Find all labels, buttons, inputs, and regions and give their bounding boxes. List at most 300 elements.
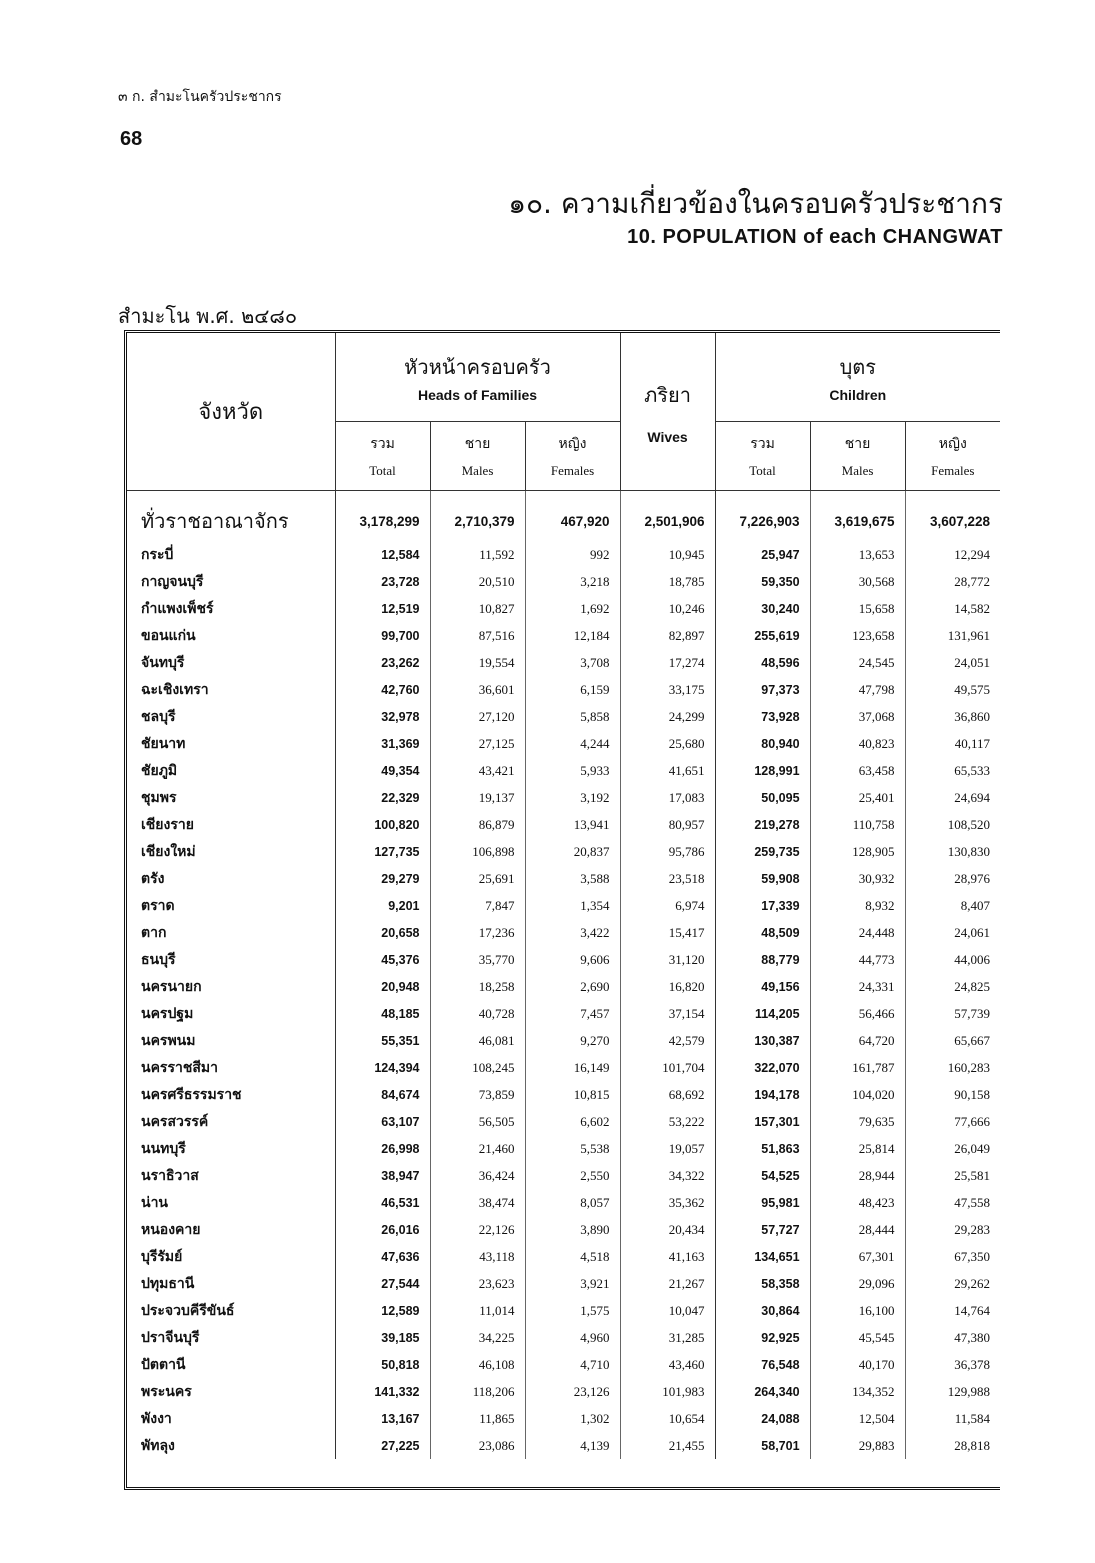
sub-thai-label: ชาย bbox=[464, 436, 491, 452]
heads-males-cell: 118,206 bbox=[430, 1378, 525, 1405]
table-row bbox=[127, 973, 1000, 1000]
table-row bbox=[127, 703, 1000, 730]
total-heads-females: 467,920 bbox=[525, 491, 620, 542]
children-males-cell: 56,466 bbox=[810, 1000, 905, 1027]
heads-females-cell: 4,960 bbox=[525, 1324, 620, 1351]
wives-cell: 10,945 bbox=[620, 541, 715, 568]
heads-females-cell: 5,858 bbox=[525, 703, 620, 730]
heads-eng-label: Heads of Families bbox=[417, 387, 538, 403]
heads-females-cell: 3,588 bbox=[525, 865, 620, 892]
wives-cell: 31,285 bbox=[620, 1324, 715, 1351]
heads-total-cell: 49,354 bbox=[381, 763, 420, 778]
table-row bbox=[127, 919, 1000, 946]
heads-females-cell: 5,538 bbox=[525, 1135, 620, 1162]
wives-cell: 34,322 bbox=[620, 1162, 715, 1189]
children-total-cell: 30,864 bbox=[761, 1303, 800, 1318]
heads-males-cell: 11,592 bbox=[430, 541, 525, 568]
wives-cell: 101,704 bbox=[620, 1054, 715, 1081]
heads-females-header bbox=[525, 422, 620, 491]
children-females-cell: 25,581 bbox=[905, 1162, 1000, 1189]
heads-males-cell: 87,516 bbox=[430, 622, 525, 649]
heads-males-cell: 22,126 bbox=[430, 1216, 525, 1243]
heads-males-cell: 27,125 bbox=[430, 730, 525, 757]
children-males-cell: 30,932 bbox=[810, 865, 905, 892]
wives-cell: 10,047 bbox=[620, 1297, 715, 1324]
heads-total-cell: 100,820 bbox=[374, 817, 420, 832]
table-row bbox=[127, 730, 1000, 757]
children-total-cell: 219,278 bbox=[754, 817, 800, 832]
heads-females-cell: 9,606 bbox=[525, 946, 620, 973]
children-total-cell: 17,339 bbox=[761, 898, 800, 913]
changwat-name: หนองคาย bbox=[127, 1216, 335, 1243]
changwat-name: นราธิวาส bbox=[127, 1162, 335, 1189]
changwat-name: จันทบุรี bbox=[127, 649, 335, 676]
wives-cell: 21,267 bbox=[620, 1270, 715, 1297]
heads-males-cell: 34,225 bbox=[430, 1324, 525, 1351]
heads-females-cell: 16,149 bbox=[525, 1054, 620, 1081]
heads-males-cell: 10,827 bbox=[430, 595, 525, 622]
children-total-cell: 51,863 bbox=[761, 1141, 800, 1156]
wives-cell: 95,786 bbox=[620, 838, 715, 865]
changwat-name: ประจวบคีรีขันธ์ bbox=[127, 1297, 335, 1324]
wives-cell: 16,820 bbox=[620, 973, 715, 1000]
heads-total-cell: 23,728 bbox=[381, 574, 420, 589]
running-head: ๓ ก. สำมะโนครัวประชากร bbox=[118, 89, 282, 105]
sub-eng-label: Females bbox=[550, 463, 595, 478]
wives-thai-label: ภริยา bbox=[644, 382, 691, 407]
heads-total-header bbox=[335, 422, 430, 491]
table-row bbox=[127, 1378, 1000, 1405]
total-row-label: ทั่วราชอาณาจักร bbox=[127, 491, 335, 542]
sub-eng-label: Total bbox=[749, 463, 776, 478]
table-row bbox=[127, 1162, 1000, 1189]
changwat-name: ตรัง bbox=[127, 865, 335, 892]
heads-males-cell: 17,236 bbox=[430, 919, 525, 946]
table-row bbox=[127, 1432, 1000, 1459]
heads-total-cell: 26,016 bbox=[381, 1222, 420, 1237]
heads-total-cell: 63,107 bbox=[381, 1114, 420, 1129]
children-total-cell: 48,509 bbox=[761, 925, 800, 940]
heads-males-cell: 43,118 bbox=[430, 1243, 525, 1270]
changwat-name: ตราด bbox=[127, 892, 335, 919]
heads-males-cell: 56,505 bbox=[430, 1108, 525, 1135]
changwat-name: กาญจนบุรี bbox=[127, 568, 335, 595]
children-females-cell: 26,049 bbox=[905, 1135, 1000, 1162]
children-females-cell: 47,558 bbox=[905, 1189, 1000, 1216]
changwat-name: นครสวรรค์ bbox=[127, 1108, 335, 1135]
heads-of-families-header bbox=[335, 333, 620, 422]
wives-cell: 68,692 bbox=[620, 1081, 715, 1108]
heads-females-cell: 4,518 bbox=[525, 1243, 620, 1270]
changwat-name: ปัตตานี bbox=[127, 1351, 335, 1378]
total-children-males: 3,619,675 bbox=[810, 491, 905, 542]
table-row bbox=[127, 1351, 1000, 1378]
wives-cell: 10,654 bbox=[620, 1405, 715, 1432]
table-row bbox=[127, 1108, 1000, 1135]
table-row bbox=[127, 1081, 1000, 1108]
children-males-cell: 37,068 bbox=[810, 703, 905, 730]
table-row bbox=[127, 1135, 1000, 1162]
heads-total-cell: 38,947 bbox=[381, 1168, 420, 1183]
table-row bbox=[127, 1189, 1000, 1216]
heads-females-cell: 10,815 bbox=[525, 1081, 620, 1108]
table-row bbox=[127, 811, 1000, 838]
children-total-cell: 97,373 bbox=[761, 682, 800, 697]
children-males-cell: 16,100 bbox=[810, 1297, 905, 1324]
children-total-cell: 48,596 bbox=[761, 655, 800, 670]
changwat-name: น่าน bbox=[127, 1189, 335, 1216]
changwat-name: ชลบุรี bbox=[127, 703, 335, 730]
title-thai: ๑๐. ความเกี่ยวข้องในครอบครัวประชากร bbox=[508, 187, 1003, 220]
table-row bbox=[127, 892, 1000, 919]
heads-total-cell: 39,185 bbox=[381, 1330, 420, 1345]
children-total-cell: 114,205 bbox=[755, 1006, 800, 1021]
wives-cell: 19,057 bbox=[620, 1135, 715, 1162]
children-total-cell: 25,947 bbox=[761, 547, 800, 562]
sub-thai-label: ชาย bbox=[844, 436, 871, 452]
heads-total-cell: 42,760 bbox=[381, 682, 420, 697]
children-females-cell: 14,582 bbox=[905, 595, 1000, 622]
table-row bbox=[127, 838, 1000, 865]
children-males-cell: 28,444 bbox=[810, 1216, 905, 1243]
heads-total-cell: 20,948 bbox=[381, 979, 420, 994]
children-females-cell: 131,961 bbox=[905, 622, 1000, 649]
wives-cell: 20,434 bbox=[620, 1216, 715, 1243]
changwat-name: ปราจีนบุรี bbox=[127, 1324, 335, 1351]
children-total-cell: 157,301 bbox=[754, 1114, 800, 1129]
heads-females-cell: 1,692 bbox=[525, 595, 620, 622]
heads-females-cell: 6,602 bbox=[525, 1108, 620, 1135]
table-row bbox=[127, 784, 1000, 811]
heads-females-cell: 1,575 bbox=[525, 1297, 620, 1324]
census-subtitle: สำมะโน พ.ศ. ๒๔๘๐ bbox=[118, 304, 298, 328]
children-males-cell: 15,658 bbox=[810, 595, 905, 622]
heads-males-cell: 11,865 bbox=[430, 1405, 525, 1432]
heads-males-cell: 73,859 bbox=[430, 1081, 525, 1108]
heads-total-cell: 32,978 bbox=[381, 709, 420, 724]
children-males-cell: 45,545 bbox=[810, 1324, 905, 1351]
children-total-cell: 58,701 bbox=[761, 1438, 800, 1453]
changwat-name: ชัยภูมิ bbox=[127, 757, 335, 784]
table-row bbox=[127, 946, 1000, 973]
children-females-cell: 8,407 bbox=[905, 892, 1000, 919]
wives-cell: 17,083 bbox=[620, 784, 715, 811]
changwat-name: ขอนแก่น bbox=[127, 622, 335, 649]
children-males-cell: 67,301 bbox=[810, 1243, 905, 1270]
wives-cell: 43,460 bbox=[620, 1351, 715, 1378]
wives-cell: 21,455 bbox=[620, 1432, 715, 1459]
heads-females-cell: 3,708 bbox=[525, 649, 620, 676]
children-females-cell: 129,988 bbox=[905, 1378, 1000, 1405]
children-total-header bbox=[715, 422, 810, 491]
children-females-cell: 24,825 bbox=[905, 973, 1000, 1000]
children-females-cell: 44,006 bbox=[905, 946, 1000, 973]
heads-total-cell: 13,167 bbox=[381, 1411, 420, 1426]
table-row bbox=[127, 1216, 1000, 1243]
children-females-cell: 28,976 bbox=[905, 865, 1000, 892]
children-females-cell: 160,283 bbox=[905, 1054, 1000, 1081]
heads-total-cell: 84,674 bbox=[381, 1087, 420, 1102]
children-males-cell: 25,814 bbox=[810, 1135, 905, 1162]
heads-males-header bbox=[430, 422, 525, 491]
children-females-cell: 24,051 bbox=[905, 649, 1000, 676]
sub-thai-label: รวม bbox=[750, 436, 775, 452]
changwat-name: บุรีรัมย์ bbox=[127, 1243, 335, 1270]
heads-males-cell: 7,847 bbox=[430, 892, 525, 919]
table-row bbox=[127, 1270, 1000, 1297]
children-males-cell: 25,401 bbox=[810, 784, 905, 811]
table-row bbox=[127, 1324, 1000, 1351]
changwat-name: พัทลุง bbox=[127, 1432, 335, 1459]
heads-females-cell: 3,192 bbox=[525, 784, 620, 811]
heads-total-cell: 27,544 bbox=[381, 1276, 420, 1291]
changwat-header: จังหวัด bbox=[127, 333, 335, 491]
heads-females-cell: 3,890 bbox=[525, 1216, 620, 1243]
table-row bbox=[127, 568, 1000, 595]
children-total-cell: 92,925 bbox=[761, 1330, 800, 1345]
heads-thai-label: หัวหน้าครอบครัว bbox=[404, 355, 551, 379]
total-children-females: 3,607,228 bbox=[905, 491, 1000, 542]
population-table bbox=[127, 333, 1000, 1459]
heads-total-cell: 9,201 bbox=[388, 898, 420, 913]
heads-females-cell: 1,354 bbox=[525, 892, 620, 919]
heads-females-cell: 3,218 bbox=[525, 568, 620, 595]
heads-males-cell: 11,014 bbox=[430, 1297, 525, 1324]
changwat-name: นนทบุรี bbox=[127, 1135, 335, 1162]
children-females-header bbox=[905, 422, 1000, 491]
heads-males-cell: 18,258 bbox=[430, 973, 525, 1000]
children-males-cell: 24,331 bbox=[810, 973, 905, 1000]
heads-total-cell: 55,351 bbox=[381, 1033, 420, 1048]
children-females-cell: 29,283 bbox=[905, 1216, 1000, 1243]
children-total-cell: 30,240 bbox=[761, 601, 800, 616]
heads-females-cell: 4,139 bbox=[525, 1432, 620, 1459]
heads-males-cell: 38,474 bbox=[430, 1189, 525, 1216]
children-females-cell: 65,533 bbox=[905, 757, 1000, 784]
heads-total-cell: 47,636 bbox=[381, 1249, 420, 1264]
children-total-cell: 24,088 bbox=[761, 1411, 800, 1426]
children-males-cell: 12,504 bbox=[810, 1405, 905, 1432]
heads-total-cell: 22,329 bbox=[381, 790, 420, 805]
changwat-name: เชียงใหม่ bbox=[127, 838, 335, 865]
wives-cell: 15,417 bbox=[620, 919, 715, 946]
children-males-cell: 110,758 bbox=[810, 811, 905, 838]
changwat-name: นครราชสีมา bbox=[127, 1054, 335, 1081]
sub-thai-label: หญิง bbox=[938, 436, 967, 452]
children-females-cell: 108,520 bbox=[905, 811, 1000, 838]
changwat-name: นครปฐม bbox=[127, 1000, 335, 1027]
table-row bbox=[127, 1054, 1000, 1081]
heads-total-cell: 48,185 bbox=[381, 1006, 420, 1021]
table-row bbox=[127, 1027, 1000, 1054]
children-females-cell: 29,262 bbox=[905, 1270, 1000, 1297]
table-row bbox=[127, 676, 1000, 703]
heads-females-cell: 3,422 bbox=[525, 919, 620, 946]
heads-total-cell: 23,262 bbox=[381, 655, 420, 670]
wives-cell: 41,651 bbox=[620, 757, 715, 784]
heads-total-cell: 20,658 bbox=[381, 925, 420, 940]
sub-eng-label: Males bbox=[841, 463, 874, 478]
heads-females-cell: 4,244 bbox=[525, 730, 620, 757]
heads-males-cell: 23,086 bbox=[430, 1432, 525, 1459]
wives-cell: 6,974 bbox=[620, 892, 715, 919]
table-row bbox=[127, 1405, 1000, 1432]
heads-females-cell: 9,270 bbox=[525, 1027, 620, 1054]
table-header bbox=[127, 333, 1000, 491]
changwat-name: ธนบุรี bbox=[127, 946, 335, 973]
wives-eng-label: Wives bbox=[647, 428, 688, 445]
children-males-cell: 24,545 bbox=[810, 649, 905, 676]
table-row bbox=[127, 1243, 1000, 1270]
children-males-cell: 28,944 bbox=[810, 1162, 905, 1189]
children-thai-label: บุตร bbox=[839, 355, 876, 379]
children-total-cell: 50,095 bbox=[761, 790, 800, 805]
heads-females-cell: 1,302 bbox=[525, 1405, 620, 1432]
children-females-cell: 40,117 bbox=[905, 730, 1000, 757]
heads-males-cell: 86,879 bbox=[430, 811, 525, 838]
children-header bbox=[715, 333, 1000, 422]
changwat-name: เชียงราย bbox=[127, 811, 335, 838]
children-total-cell: 73,928 bbox=[761, 709, 800, 724]
children-total-cell: 59,350 bbox=[761, 574, 800, 589]
heads-females-cell: 20,837 bbox=[525, 838, 620, 865]
changwat-name: ฉะเชิงเทรา bbox=[127, 676, 335, 703]
changwat-name: นครพนม bbox=[127, 1027, 335, 1054]
children-females-cell: 24,061 bbox=[905, 919, 1000, 946]
heads-males-cell: 46,081 bbox=[430, 1027, 525, 1054]
heads-females-cell: 3,921 bbox=[525, 1270, 620, 1297]
heads-males-cell: 21,460 bbox=[430, 1135, 525, 1162]
heads-males-cell: 36,424 bbox=[430, 1162, 525, 1189]
wives-header bbox=[620, 333, 715, 491]
children-females-cell: 11,584 bbox=[905, 1405, 1000, 1432]
changwat-name: ตาก bbox=[127, 919, 335, 946]
children-total-cell: 322,070 bbox=[754, 1060, 800, 1075]
children-total-cell: 80,940 bbox=[761, 736, 800, 751]
children-males-cell: 48,423 bbox=[810, 1189, 905, 1216]
heads-total-cell: 45,376 bbox=[381, 952, 420, 967]
children-females-cell: 65,667 bbox=[905, 1027, 1000, 1054]
children-males-cell: 161,787 bbox=[810, 1054, 905, 1081]
heads-males-cell: 106,898 bbox=[430, 838, 525, 865]
changwat-name: นครนายก bbox=[127, 973, 335, 1000]
children-males-cell: 8,932 bbox=[810, 892, 905, 919]
heads-total-cell: 124,394 bbox=[374, 1060, 420, 1075]
children-females-cell: 130,830 bbox=[905, 838, 1000, 865]
heads-males-cell: 43,421 bbox=[430, 757, 525, 784]
heads-total-cell: 12,584 bbox=[381, 547, 420, 562]
children-total-cell: 59,908 bbox=[761, 871, 800, 886]
children-total-cell: 134,651 bbox=[754, 1249, 800, 1264]
wives-cell: 82,897 bbox=[620, 622, 715, 649]
heads-females-cell: 8,057 bbox=[525, 1189, 620, 1216]
children-total-cell: 255,619 bbox=[754, 628, 800, 643]
children-females-cell: 28,818 bbox=[905, 1432, 1000, 1459]
table-row bbox=[127, 1297, 1000, 1324]
changwat-name: กำแพงเพ็ชร์ bbox=[127, 595, 335, 622]
heads-total-cell: 26,998 bbox=[381, 1141, 420, 1156]
changwat-name: พังงา bbox=[127, 1405, 335, 1432]
children-females-cell: 49,575 bbox=[905, 676, 1000, 703]
wives-cell: 53,222 bbox=[620, 1108, 715, 1135]
children-total-cell: 194,178 bbox=[754, 1087, 800, 1102]
wives-cell: 25,680 bbox=[620, 730, 715, 757]
children-total-cell: 76,548 bbox=[761, 1357, 800, 1372]
table-row bbox=[127, 1000, 1000, 1027]
heads-males-cell: 36,601 bbox=[430, 676, 525, 703]
children-females-cell: 36,378 bbox=[905, 1351, 1000, 1378]
changwat-name: กระบี่ bbox=[127, 541, 335, 568]
wives-cell: 23,518 bbox=[620, 865, 715, 892]
children-females-cell: 47,380 bbox=[905, 1324, 1000, 1351]
heads-males-cell: 23,623 bbox=[430, 1270, 525, 1297]
page-number: 68 bbox=[120, 128, 143, 150]
children-total-cell: 130,387 bbox=[754, 1033, 800, 1048]
table-row bbox=[127, 757, 1000, 784]
children-males-header bbox=[810, 422, 905, 491]
children-males-cell: 63,458 bbox=[810, 757, 905, 784]
wives-cell: 31,120 bbox=[620, 946, 715, 973]
heads-total-cell: 99,700 bbox=[381, 628, 420, 643]
changwat-name: ปทุมธานี bbox=[127, 1270, 335, 1297]
heads-total-cell: 29,279 bbox=[381, 871, 420, 886]
sub-thai-label: รวม bbox=[370, 436, 395, 452]
children-females-cell: 14,764 bbox=[905, 1297, 1000, 1324]
table-body bbox=[127, 491, 1000, 1460]
changwat-name: ชัยนาท bbox=[127, 730, 335, 757]
heads-females-cell: 6,159 bbox=[525, 676, 620, 703]
heads-females-cell: 12,184 bbox=[525, 622, 620, 649]
children-females-cell: 36,860 bbox=[905, 703, 1000, 730]
title-english: 10. POPULATION of each CHANGWAT bbox=[627, 226, 1003, 248]
heads-total-cell: 50,818 bbox=[381, 1357, 420, 1372]
heads-total-cell: 127,735 bbox=[374, 844, 420, 859]
children-total-cell: 57,727 bbox=[761, 1222, 800, 1237]
children-males-cell: 29,883 bbox=[810, 1432, 905, 1459]
wives-cell: 80,957 bbox=[620, 811, 715, 838]
total-children-total: 7,226,903 bbox=[739, 513, 800, 529]
children-males-cell: 44,773 bbox=[810, 946, 905, 973]
sub-eng-label: Females bbox=[931, 463, 975, 478]
table-row bbox=[127, 622, 1000, 649]
heads-males-cell: 20,510 bbox=[430, 568, 525, 595]
wives-cell: 41,163 bbox=[620, 1243, 715, 1270]
heads-males-cell: 19,554 bbox=[430, 649, 525, 676]
children-females-cell: 28,772 bbox=[905, 568, 1000, 595]
heads-females-cell: 5,933 bbox=[525, 757, 620, 784]
wives-cell: 33,175 bbox=[620, 676, 715, 703]
changwat-name: ชุมพร bbox=[127, 784, 335, 811]
children-total-cell: 259,735 bbox=[754, 844, 800, 859]
children-females-cell: 57,739 bbox=[905, 1000, 1000, 1027]
children-total-cell: 58,358 bbox=[761, 1276, 800, 1291]
heads-females-cell: 4,710 bbox=[525, 1351, 620, 1378]
children-eng-label: Children bbox=[829, 387, 887, 403]
children-females-cell: 67,350 bbox=[905, 1243, 1000, 1270]
wives-cell: 17,274 bbox=[620, 649, 715, 676]
children-total-cell: 95,981 bbox=[761, 1195, 800, 1210]
children-males-cell: 24,448 bbox=[810, 919, 905, 946]
table-row bbox=[127, 865, 1000, 892]
children-total-cell: 128,991 bbox=[754, 763, 800, 778]
heads-females-cell: 7,457 bbox=[525, 1000, 620, 1027]
children-females-cell: 90,158 bbox=[905, 1081, 1000, 1108]
heads-males-cell: 108,245 bbox=[430, 1054, 525, 1081]
children-males-cell: 104,020 bbox=[810, 1081, 905, 1108]
heads-total-cell: 12,589 bbox=[381, 1303, 420, 1318]
children-males-cell: 128,905 bbox=[810, 838, 905, 865]
children-males-cell: 47,798 bbox=[810, 676, 905, 703]
